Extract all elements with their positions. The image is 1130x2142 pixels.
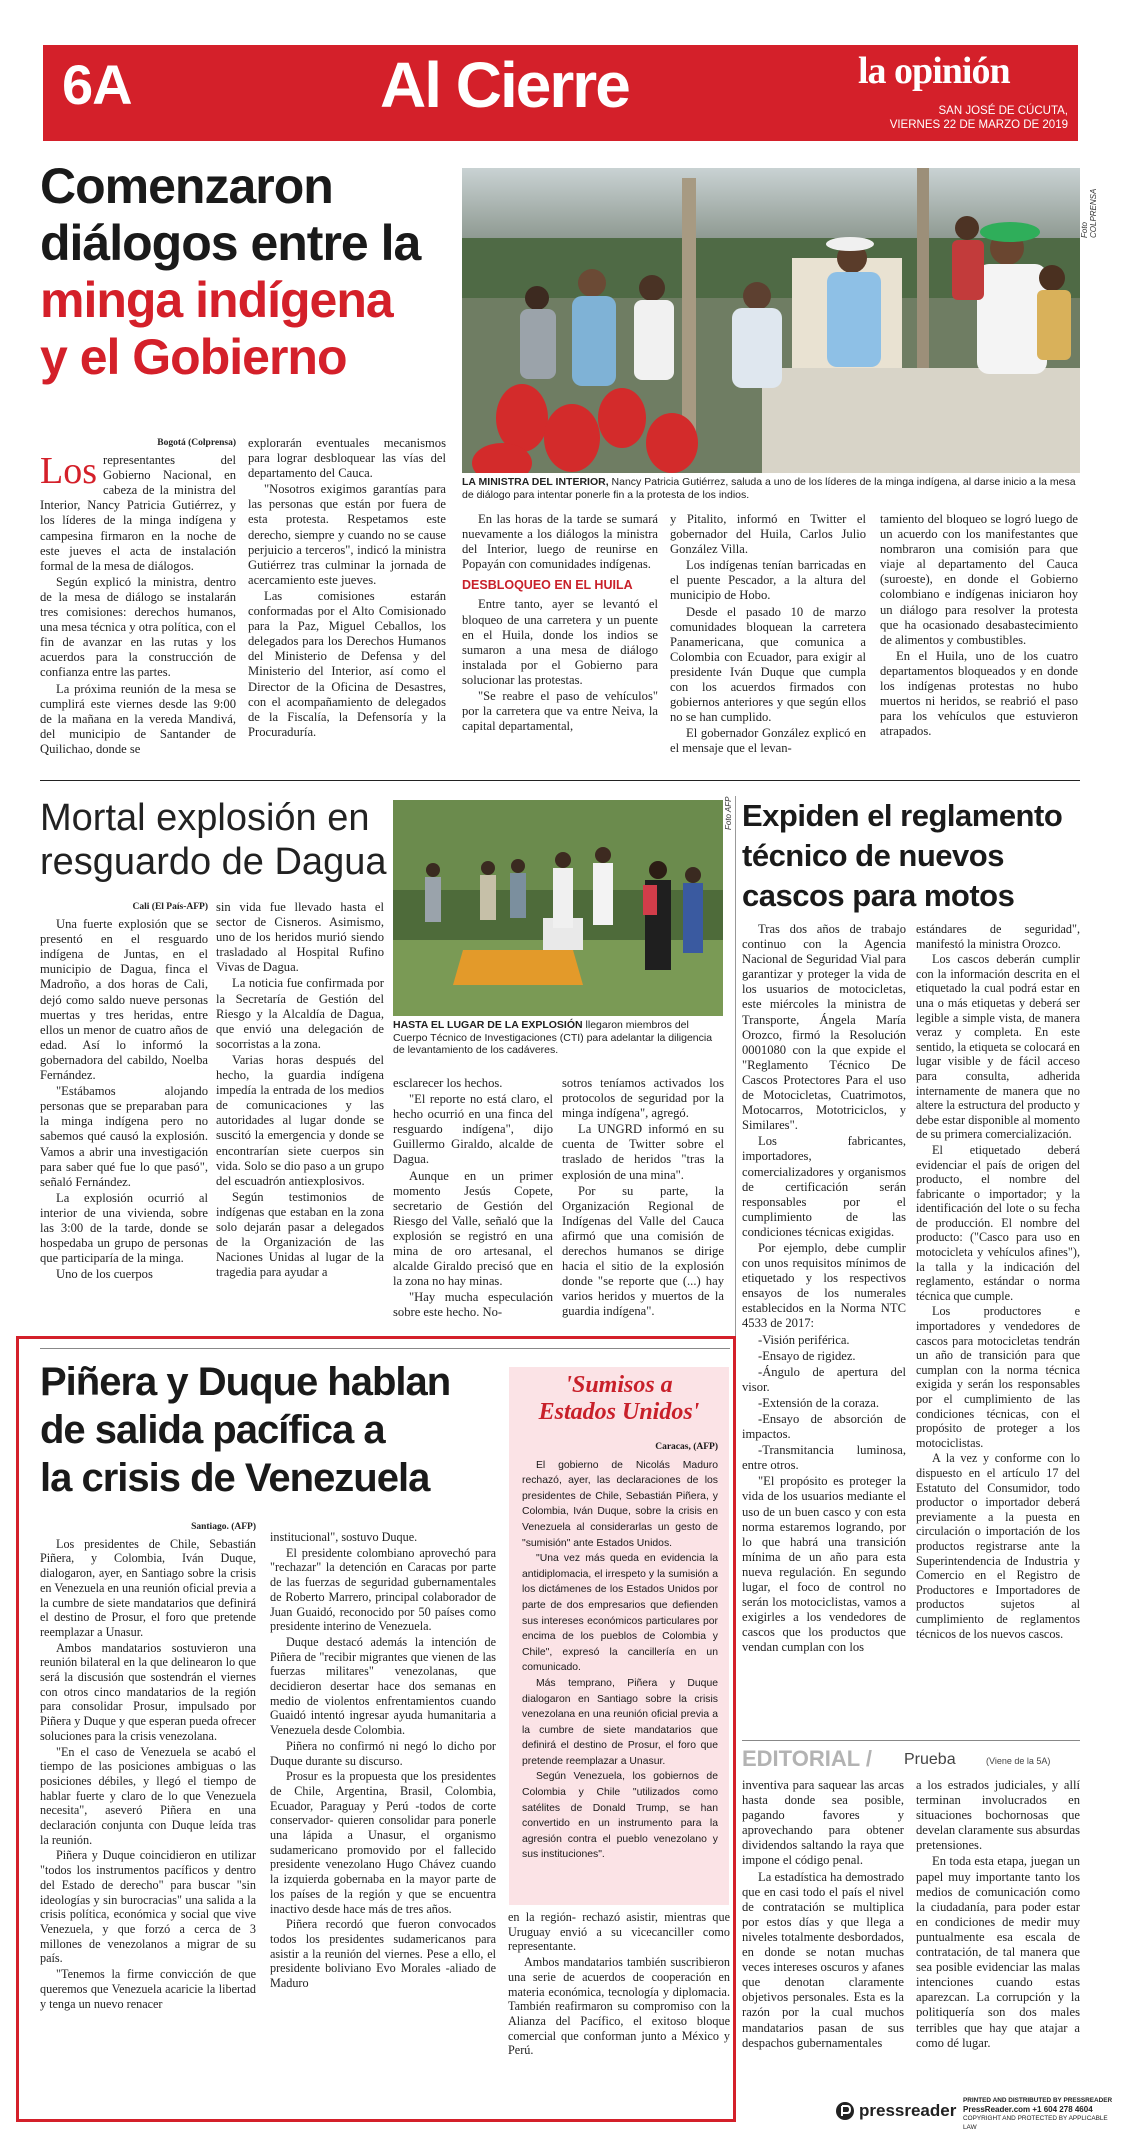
article1-col4-p4: El gobernador González explicó en el mensaje que el levan- [670,726,866,756]
article4-col2-p2: El presidente colombiano aprovechó para "rechazar" la detención en Caracas por parte de las fuerzas de seguridad gubernamentales de Roberto Marrero, principal colaborador de Juan Guaidó, reconocido por 50 países como presidente interino de Venezuela. [270,1545,496,1634]
article3-col2-p4: Los productores e importadores y vendedores de cascos para motocicletas tendrán un año de transición para que cumplan con la norma técnica exigida y serán los responsables por el cumplimiento de las condiciones técnicas, con el propósito de proteger a los motociclistas. [916,1304,1080,1450]
dagua-photo-illustration [393,800,723,1016]
editorial-col2-p1: a los estrados judiciales, y allí terminan involucrados en situaciones bochornosas que develan claramente sus absurdas pretensiones. [916,1778,1080,1853]
editorial-col2-p2: En toda esta etapa, juegan un papel muy importante tanto los medios de comunicación como la ciudadanía, para poder estar en condiciones de medir muy puntualmente esa escala de contratación, de tal manera que sea posible evidenciar las malas intenciones cuando estas aparezcan. La corrupción y la politiquería son dos males terribles que hay que atajar a como dé lugar. [916,1854,1080,2050]
article1-col2-p3: Las comisiones estarán conformadas por el Alto Comisionado para la Paz, Miguel Ceballos, los delegados para los Derechos Humanos del Ministerio de Defensa y del Ministerio del Interior, así como el Director de la Oficina de Desastres, con el acompañamiento de delegados de la Fiscalía, la Defensoría y la Procuraduría. [248,588,446,739]
article3-list-4: -Extensión de la coraza. [758,1395,879,1410]
article3-list-3: -Ángulo de apertura del visor. [742,1364,906,1394]
article2-col1-p1: Una fuerte explosión que se presentó en el resguardo indígena de Juntas, en el municipio de Dagua, finca el Madroño, a dos horas de Cali, dejó como saldo nueve personas muertas y tres heridas, entre ellos un menor de cuatro años de edad. Así lo informó la gobernadora del cabildo, Noelba Fernández. [40,917,208,1083]
article3-list-5: -Ensayo de absorción de impactos. [742,1412,906,1442]
article4-top-rule [40,1348,730,1349]
article1-column-3 [462,512,658,768]
article4-col2-p4: Piñera no confirmó ni negó lo dicho por Duque durante su discurso. [270,1738,496,1768]
article1-headline-line4: y el Gobierno [40,329,347,385]
article1-col1-p2: Según explicó la ministra, dentro de la mesa de diálogo se instalarán tres comisiones: derechos humanos, una mesa técnica y otra política, con el fin de avanzar en las rutas y los acuerdos para la construcción de confianza entre las partes. [40,574,236,680]
article2-col1-p2: "Estábamos alojando personas que se preparaban para la minga indígena pero no sabemos qué causó la explosión. Vamos a abrir una investigación para saber qué fue lo que pasó", señaló Fernández. [40,1084,208,1189]
article1-column-2 [248,436,446,768]
pressreader-brand: pressreader [859,2101,957,2120]
pressreader-line2: PressReader.com +1 604 278 4604 [963,2105,1093,2114]
article1-drop-word: Los [40,450,97,493]
article1-column-4 [670,512,866,768]
article2-byline: Cali (El País-AFP) [132,902,208,912]
article2-caption-label: HASTA EL LUGAR DE LA EXPLOSIÓN [393,1019,583,1031]
article4-headline[interactable] [40,1358,500,1502]
article2-photo-caption [393,1019,723,1057]
article1-col1-p1: representantes del Gobierno Nacional, en cabeza de la ministra del Interior, Nancy Patricia Gutiérrez, y los líderes de la minga indígena y campesina firmaron en la noche de este jueves el acta de instalación formal de la mesa de diálogos. [40,453,236,573]
sidebar-title-line1: 'Sumisos a [565,1372,673,1398]
article1-photo-credit: Foto COLPRENSA [1080,188,1098,238]
section-title: Al Cierre [380,49,629,121]
article2-col4-p3: Por su parte, la Organización Regional de Indígenas del Valle del Cauca afirmó que una comisión de derechos humanos se dirige hacia el sitio de la explosión donde "se reporte que (...) hay varios heridos y muertos de la guardia indígena". [562,1183,724,1319]
section-divider [40,780,1080,781]
article1-caption-label: LA MINISTRA DEL INTERIOR, [462,476,609,488]
article3-col2-p1: estándares de seguridad", manifestó la ministra Orozco. [916,922,1080,951]
article4-column-2 [270,1530,496,2115]
article3-headline[interactable] [742,796,1082,916]
article3-col1-p2: Los fabricantes, importadores, comercializadores y organismos de certificación serán responsables por el cumplimiento de las condiciones técnicas exigidas. [742,1134,906,1239]
article2-col3-p2: "El reporte no está claro, el hecho ocurrió en una finca del resguardo indígena", dijo Guillermo Giraldo, alcalde de Dagua. [393,1092,553,1167]
editorial-column-1 [742,1778,904,2088]
editorial-continued: (Viene de la 5A) [986,1756,1051,1766]
sidebar-p4: Según Venezuela, los gobiernos de Colombia y Chile "utilizados como satélites de Donald Trump, se han convertido en un instrumento para la agresión contra el pueblo venezolano y sus instituciones". [522,1771,718,1861]
article1-column-5 [880,512,1078,768]
editorial-rule [742,1740,1080,1741]
article4-headline-line2: de salida pacífica a [40,1408,385,1452]
article1-headline-line3: minga indígena [40,272,393,328]
article3-col2-p3: El etiquetado deberá evidenciar el país de origen del producto, el nombre del fabricante o importador; y la identificación del lote o su fecha de producción. El nombre del producto: ("Casco para uso en motocicleta y vehículos afines"), la talla y la indicación del reglamento, estándar o norma técnica que cumple. [916,1142,1080,1303]
editorial-column-2 [916,1778,1080,2088]
sidebar-byline: Caracas, (AFP) [655,1442,718,1452]
article4-col3-p1: en la región- rechazó asistir, mientras que Uruguay envió a su vicecanciller como representante. [508,1910,730,1954]
article1-headline-line2: diálogos entre la [40,215,421,271]
article2-column-4 [562,1076,724,1322]
article1-col2-p2: "Nosotros exigimos garantías para las personas que están por fuera de esta protesta. Respetamos este derecho, siempre y cuando no se cause perjuicio a terceros", indicó la ministra Gutiérrez tras culminar la jornada de acercamiento este jueves. [248,482,446,587]
article2-column-2 [216,900,384,1322]
article4-byline: Santiago. (AFP) [191,1522,256,1532]
article4-headline-line1: Piñera y Duque hablan [40,1360,451,1404]
article3-headline-line3: cascos para motos [742,878,1015,913]
article1-col2-p1: explorarán eventuales mecanismos para lograr desbloquear las vías del departamento del Cauca. [248,436,446,481]
article4-headline-line3: la crisis de Venezuela [40,1456,430,1500]
article2-caption-text: llegaron miembros del Cuerpo Técnico de Investigaciones (CTI) para adelantar la diligencia de levantamiento de los cadáveres. [393,1019,713,1056]
article2-col2-p3: Varias horas después del hecho, la guardia indígena impedía la entrada de los medios de comunicaciones y las autoridades al lugar donde se suscitó la emergencia y donde se encontrarían siete cuerpos sin vida. Solo se dio paso a un grupo del escuadrón antiexplosivos. [216,1052,384,1188]
article2-col1-p4: Uno de los cuerpos [56,1267,153,1282]
article1-headline[interactable] [40,158,460,386]
article4-col1-p2: Ambos mandatarios sostuvieron una reunión bilateral en la que delinearon lo que será la discusión que sostendrán el viernes con otros cinco mandatarios de la región para consolidar Prosur, impulsado por Piñera y Duque y que esperan pueda ofrecer soluciones para la crisis venezolana. [40,1640,256,1743]
dateline-location: SAN JOSÉ DE CÚCUTA, [938,105,1068,117]
pressreader-badge[interactable] [835,2093,1115,2133]
article4-col2-p3: Duque destacó además la intención de Piñera de "recibir migrantes que vienen de las fuerzas militares" venezolanas, que decidieron desertar hace dos semanas en medio de violentos enfrentamientos cuando Guaidó intentó ingresar ayuda humanitaria a Venezuela desde Colombia. [270,1634,496,1738]
sidebar-p1: El gobierno de Nicolás Maduro rechazó, ayer, las declaraciones de los presidentes de Chile, Sebastián Piñera, y Colombia, Iván Duque, sobre la crisis en Venezuela al considerarlas un gesto de "sumisión" ante Estados Unidos. [522,1459,718,1549]
article1-subhead: DESBLOQUEO EN EL HUILA [462,578,633,593]
article2-col3-p4: "Hay mucha especulación sobre este hecho. No- [393,1290,553,1320]
article1-col3-p2: Entre tanto, ayer se levantó el bloqueo de una carretera y un puente en el Huila, donde los indios se sumaron a una mesa de diálogo instalada por el Gobierno para solucionar las protestas. [462,597,658,687]
article4-col1-p1: Los presidentes de Chile, Sebastián Piñera, y Colombia, Iván Duque, dialogaron, ayer, en Santiago sobre la crisis en Venezuela en una reunión oficial previa a la cumbre de siete mandatarios que definirá el destino de Prosur, el foro que pretende reemplazar a Unasur. [40,1536,256,1639]
article4-column-1 [40,1520,256,2115]
article3-list-2: -Ensayo de rigidez. [758,1348,856,1363]
article4-col2-p1: institucional", sostuvo Duque. [270,1530,418,1544]
article3-col2-p5: A la vez y conforme con lo dispuesto en el artículo 17 del Estatuto del Consumidor, todo productor o importador deberá previamente a la puesta en circulación o importación de los productos registrarse ante la Superintendencia de Industria y Comercio en el Registro de Productores e Importadores de productos sujetos al cumplimiento de reglamentos técnicos de los nuevos cascos. [916,1451,1080,1641]
article4-col1-p5: "Tenemos la firme convicción de que queremos que Venezuela acaricie la libertad y tenga un nuevo renacer [40,1967,256,2011]
article4-col3-p2: Ambos mandatarios también suscribieron una serie de acuerdos de cooperación en materia económica, tecnología y diplomacia. También reafirmaron su compromiso con la Alianza del Pacífico, el exitoso bloque comercial que conforman junto a México y Perú. [508,1955,730,2058]
newspaper-logo[interactable]: la opinión [858,50,1010,92]
article1-col5-p1: tamiento del bloqueo se logró luego de un acuerdo con los manifestantes que nombraron una comisión para que viaje al departamento del Cauca (suroeste), en donde el Gobierno colombiano e indígenas iniciaron hoy un diálogo para resolver la protesta que ha ocasionado desabastecimiento de alimentos y combustibles. [880,512,1078,647]
article1-byline: Bogotá (Colprensa) [157,438,236,448]
article4-col2-p6: Piñera recordó que fueron convocados todos los presidentes sudamericanos para asistir a la reunión del viernes. Pese a ello, el presidente boliviano Evo Morales -aliado de Maduro [270,1917,496,1991]
article4-col1-p3: "En el caso de Venezuela se acabó el tiempo de las posiciones ambiguas o las posiciones débiles, y llegó el tiempo de hablar fuerte y claro de lo que Venezuela necesita", aseveró Piñera en una declaración conjunta con Duque leída tras la reunión. [40,1744,256,1847]
sidebar-title-line2: Estados Unidos' [538,1399,700,1425]
sidebar-title[interactable] [509,1372,729,1426]
article2-col3-p3: Aunque en un primer momento Jesús Copete, secretario de Gestión del Riesgo del Valle, señaló que la explosión se registró en una mina de oro artesanal, el alcalde Giraldo precisó que en la zona no hay minas. [393,1168,553,1289]
editorial-title[interactable]: Prueba [904,1751,956,1768]
article3-column-2 [916,922,1080,1742]
article2-column-3 [393,1076,553,1322]
article3-col1-p1: Tras dos años de trabajo continuo con la Agencia Nacional de Seguridad Vial para garantizar y proteger la vida de los usuarios de motocicletas, este miércoles la ministra de Transporte, Ángela María Orozco, firmó la Resolución 0001080 con la que expide el "Reglamento Técnico De Cascos Protectores Para el uso de Motocicletas, Cuatrimotos, Motocarros, Mototriciclos, y Similares". [742,922,906,1133]
dateline-date: VIERNES 22 DE MARZO DE 2019 [889,119,1068,131]
page-number: 6A [62,53,132,116]
article2-col1-p3: La explosión ocurrió al interior de una vivienda, sobre las 3:00 de la tarde, donde se hospedaba un grupo de personas que participaría de la minga. [40,1190,208,1266]
article2-col2-p1: sin vida fue llevado hasta el sector de Cisneros. Asimismo, uno de los heridos murió siendo trasladado al Hospital Rufino Vivas de Dagua. [216,900,384,975]
pressreader-line3: COPYRIGHT AND PROTECTED BY APPLICABLE LAW [963,2115,1108,2131]
pressreader-logo-icon [835,2101,855,2121]
article3-list-6: -Transmitancia luminosa, entre otros. [742,1443,906,1473]
article1-col4-p1: y Pitalito, informó en Twitter el gobernador del Huila, Carlos Julio González Villa. [670,512,866,557]
article4-column-3 [508,1910,730,2115]
pressreader-credit [963,2096,1113,2132]
article1-col1-p3: La próxima reunión de la mesa se cumplirá este viernes desde las 9:00 de la mañana en la vereda Mandivá, del municipio de Santander de Quilichao, donde se [40,681,236,756]
article3-col2-p2: Los cascos deberán cumplir con la información descrita en el etiquetado la cual podrá estar en una o más etiquetas y deberá ser legible a simple vista, de manera veraz y completa. En este sentido, la etiqueta se colocará en lugar visible y de fácil acceso para consulta, adherida internamente de manera que no altere la estructura del producto y debe estar disponible al momento de su primera comercialización. [916,952,1080,1142]
sidebar-p3: Más temprano, Piñera y Duque dialogaron en Santiago sobre la crisis venezolana en una reunión oficial previa a la cumbre de siete mandatarios que definirá el destino de Prosur, el foro que pretende reemplazar a Unasur. [522,1677,718,1767]
article1-column-1 [40,436,236,768]
dateline [880,104,1068,132]
article1-col5-p2: En el Huila, uno de los cuatro departamentos bloqueados y en donde los indígenas protestas no hubo muertos ni heridos, se reabrió el paso para los vehículos que estuvieron atrapados. [880,648,1078,739]
article2-headline-line1: Mortal explosión en [40,797,370,839]
article2-col2-p2: La noticia fue confirmada por la Secretaría de Gestión del Riesgo y la Alcaldía de Dagua, que envió una delegación de socorristas a la zona. [216,976,384,1051]
article1-col4-p2: Los indígenas tenían barricadas en el puente Pescador, a la altura del municipio de Hobo. [670,558,866,603]
article2-column-1 [40,900,208,1322]
article4-col1-p4: Piñera y Duque coincidieron en utilizar "todos los instrumentos pacíficos y dentro del Estado de derecho" para buscar "sin ideologías y sin burocracias" una salida a la crisis política, económica y social que vive Venezuela, y que forzó a cerca de 3 millones de venezolanos a migrar de su país. [40,1848,256,1966]
editorial-label: EDITORIAL / [742,1746,872,1771]
article4-col2-p5: Prosur es la propuesta que los presidentes de Chile, Argentina, Brasil, Colombia, Ecuador, Paraguay y Perú -todos de corte conservador- quieren consolidar para ponerle una lápida a Unasur, el organismo sudamericano promovido por el fallecido presidente venezolano Hugo Chávez cuando la izquierda gobernaba en la mayor parte de los países de la región y que se encuentra inactivo desde hace más de tres años. [270,1769,496,1916]
article1-col3-p1: En las horas de la tarde se sumará nuevamente a los diálogos la ministra del Interior, luego de reunirse en Popayán con comunidades indígenas. [462,512,658,572]
minga-dialogue-photo[interactable] [462,168,1080,473]
article3-list-1: -Visión periférica. [758,1332,850,1347]
article2-col4-p1: sotros teníamos activados los protocolos de seguridad por la minga indígena", agregó. [562,1076,724,1121]
article1-caption-text: Nancy Patricia Gutiérrez, saluda a uno de los líderes de la minga indígena, al darse inicio a la mesa de diálogo para intentar ponerle fin a la protesta de los indios. [462,476,1076,501]
article3-col1-p4: "El propósito es proteger la vida de los usuarios mediante el uso de un buen casco y con esta norma estaremos logrando, por lo que habrá una transición mínima de un año para esta nueva regulación. En segundo lugar, el foco de control no serán los motociclistas, vamos a exigirles a los vendedores de cascos que los productos que vendan cumplan con los [742,1474,906,1655]
article2-col3-p1: esclarecer los hechos. [393,1076,503,1090]
sidebar-p2: "Una vez más queda en evidencia la antidiplomacia, el irrespeto y la sumisión a los dictámenes de los Estados Unidos por parte de dos empresarios que defienden sus intereses económicos particulares por encima de los pueblos de Colombia y Chile", expresó la cancillería en un comunicado. [522,1553,718,1674]
article2-col2-p4: Según testimonios de indígenas que estaban en la zona solo dejarán pasar a delegados de la Organización de las Naciones Unidas al lugar de la tragedia para ayudar a [216,1189,384,1280]
article2-headline-line2: resguardo de Dagua [40,841,387,883]
article1-col4-p3: Desde el pasado 10 de marzo comunidades bloquean la carretera Panamericana, que comunica a Colombia con Ecuador, para exigir al presidente Iván Duque que cumpla con los acuerdos firmados con gobiernos anteriores y que según ellos no se han cumplido. [670,604,866,725]
editorial-col1-p1: inventiva para saquear las arcas hasta donde sea posible, pagando favores y aprovechando para obtener dividendos saltando la raya que impone el código penal. [742,1778,904,1868]
article3-col1-p3: Por ejemplo, debe cumplir con unos requisitos mínimos de etiquetado y los respectivos ensayos de los numerales establecidos en la Norma NTC 4533 de 2017: [742,1240,906,1331]
article2-photo-credit: Foto AFP [724,796,733,830]
editorial-col1-p2: La estadística ha demostrado que en casi todo el país el nivel de contratación se multiplica por estos días y que llega a niveles totalmente desbordados, en donde se notan muchas veces intereses oscuros y afanes que denotan claramente objetivos personales. Esta es la razón por la cual muchos mandatarios pasan de sus despachos gubernamentales [742,1869,904,2050]
article2-col4-p2: La UNGRD informó en su cuenta de Twitter sobre el traslado de heridos "tras la explosión de una mina". [562,1122,724,1182]
article3-headline-line2: técnico de nuevos [742,838,1004,873]
sidebar-text [522,1440,718,1863]
article1-headline-line1: Comenzaron [40,158,333,214]
article2-headline[interactable] [40,796,400,884]
pressreader-line1: PRINTED AND DISTRIBUTED BY PRESSREADER [963,2097,1113,2104]
minga-photo-illustration [462,168,1080,473]
article1-col3-p3: "Se reabre el paso de vehículos" por la carretera que va entre Neiva, la capital departamental, [462,689,658,734]
dagua-explosion-photo[interactable] [393,800,723,1016]
article3-headline-line1: Expiden el reglamento [742,798,1063,833]
article1-photo-caption [462,476,1080,501]
article3-column-1 [742,922,906,1742]
